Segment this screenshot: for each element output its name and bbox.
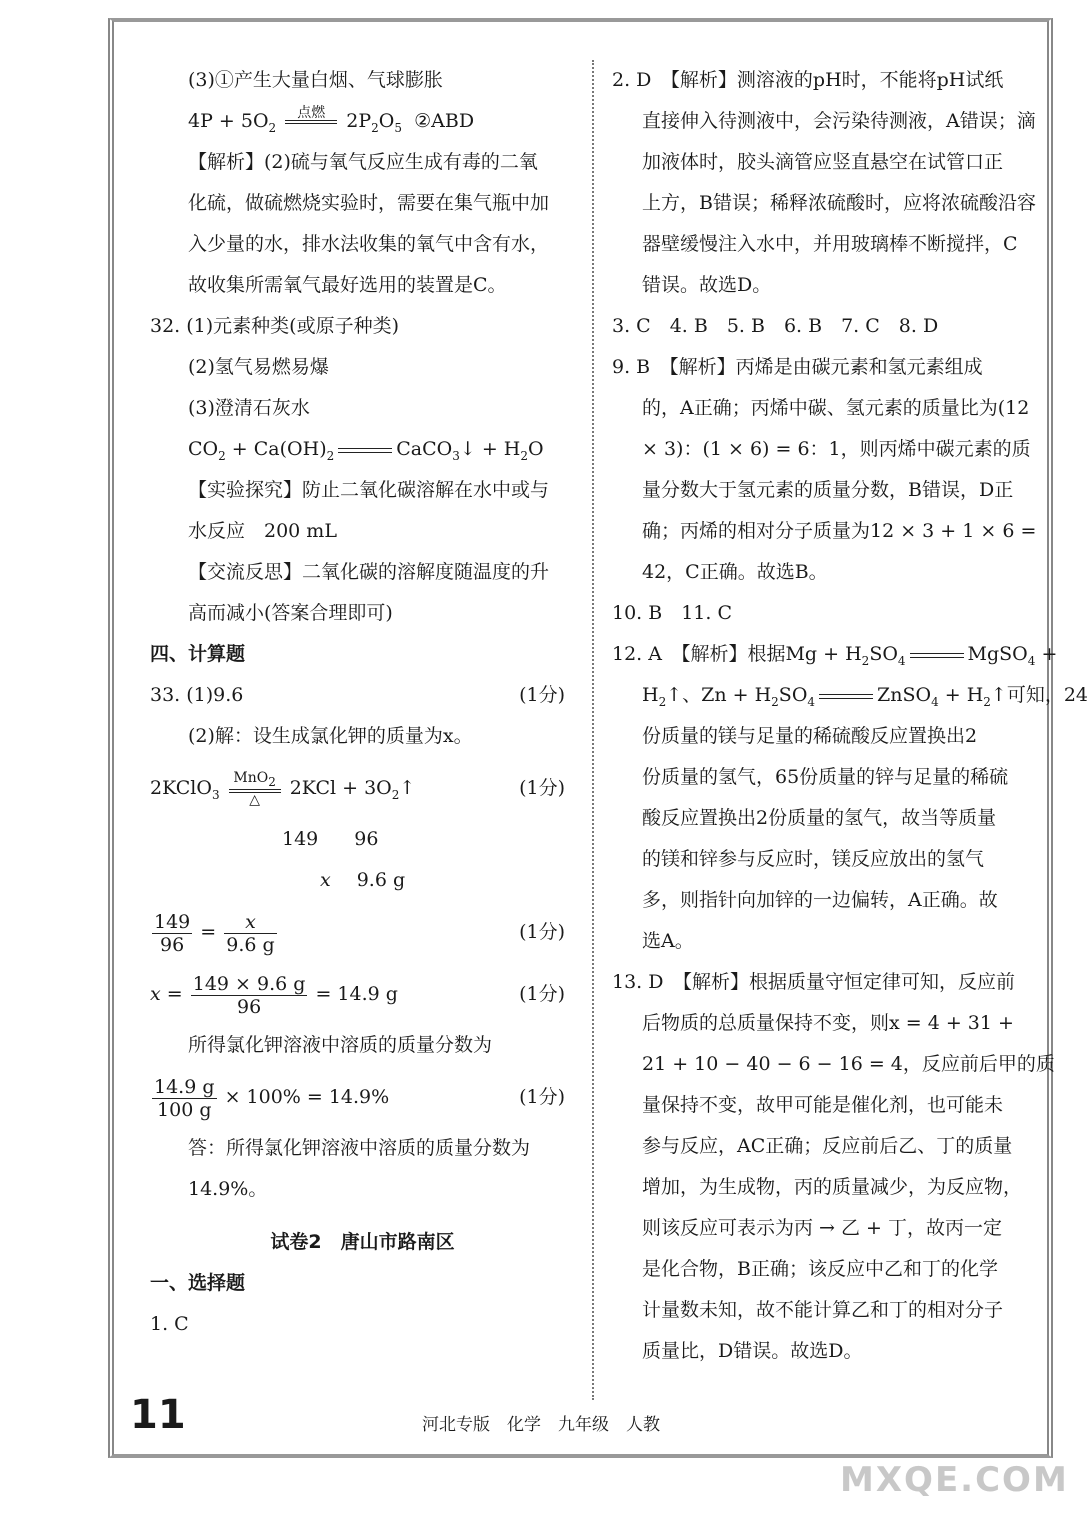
paper-title: 试卷2 唐山市路南区 [270, 1231, 455, 1253]
analysis-line: 质量比，D错误。故选D。 [642, 1340, 863, 1362]
final-answer: 14.9%。 [188, 1178, 268, 1200]
answer-line: 1. C [150, 1313, 189, 1335]
analysis-line: 多，则指针向加锌的一边偏转，A正确。故 [642, 889, 998, 911]
proportion-equation: $\frac{149}{96}$ = $\frac{x}{9.6 g}$ (1分) [150, 901, 575, 963]
analysis-line: × 3)：(1 × 6) = 6：1，则丙烯中碳元素的质 [642, 438, 1031, 460]
analysis-line: 酸反应置换出2份质量的氢气，故当等质量 [642, 807, 997, 829]
equation-zn: $H_2↑$、$Zn + H_2SO_4$ ZnSO$_4$ + $H_2↑$可知，24 [642, 684, 1088, 709]
analysis-line: 的镁和锌参与反应时，镁反应放出的氢气 [642, 848, 985, 870]
percentage-equation: $\frac{14.9 g}{100 g}$ × 100% = 14.9% (1分) [150, 1066, 575, 1128]
solution-line: 所得氯化钾溶液中溶质的质量分数为 [188, 1034, 493, 1056]
experiment-line: 【实验探究】防止二氧化碳溶解在水中或与 [188, 479, 550, 501]
score-label: (1分) [519, 777, 565, 799]
equation-kclo3: 2KClO$_3$ MnO$_2$ △ $2KCl + 3O_2↑$ (1分) [150, 757, 575, 819]
reaction-condition: MnO$_2$ △ [229, 771, 281, 807]
analysis-line: 份质量的氢气，65份质量的锌与足量的稀硫 [642, 766, 1009, 788]
score-label: (1分) [519, 921, 565, 943]
analysis-line: 增加，为生成物，丙的质量减少，为反应物， [642, 1176, 1023, 1198]
analysis-line: 直接伸入待测液中，会污染待测液，A错误；滴 [642, 110, 1036, 132]
question-33: 33. (1)9.6 (1分) [150, 675, 575, 716]
experiment-line: 水反应 200 mL [188, 520, 337, 542]
solution-line: (2)解：设生成氯化钾的质量为x。 [188, 725, 473, 747]
analysis-line: 【解析】(2)硫与氧气反应生成有毒的二氧 [188, 151, 538, 173]
analysis-line: 器壁缓慢注入水中，并用玻璃棒不断搅拌，C [642, 233, 1018, 255]
footer-text: 河北专版 化学 九年级 人教 [422, 1415, 660, 1435]
analysis-line: 42，C正确。故选B。 [642, 561, 828, 583]
question-13: 13. D 【解析】根据质量守恒定律可知，反应前 [612, 971, 1015, 993]
analysis-line: 选A。 [642, 930, 694, 952]
left-column [150, 60, 575, 1345]
analysis-line: 量分数大于氢元素的质量分数，B错误，D正 [642, 479, 1014, 501]
analysis-line: 21 + 10 − 40 − 6 − 16 = 4，反应前后甲的质 [642, 1053, 1055, 1075]
reaction-condition: 点燃 [285, 106, 337, 138]
watermark: MXQE.COM [840, 1460, 1069, 1500]
question-9: 9. B 【解析】丙烯是由碳元素和氢元素组成 [612, 356, 983, 378]
analysis-line: 是化合物，B正确；该反应中乙和丁的化学 [642, 1258, 998, 1280]
right-column [612, 60, 1088, 1372]
question-32: 32. (1)元素种类(或原子种类) [150, 315, 399, 337]
equation-co2: $CO_2 + Ca(OH)_2$ CaCO$_3$↓ + $H_2O$ [188, 438, 544, 463]
question-2: 2. D 【解析】测溶液的pH时，不能将pH试纸 [612, 69, 1004, 91]
score-label: (1分) [519, 1086, 565, 1108]
final-answer: 答：所得氯化钾溶液中溶质的质量分数为 [188, 1137, 531, 1159]
analysis-line: 计量数未知，故不能计算乙和丁的相对分子 [642, 1299, 1004, 1321]
reflection-line: 【交流反思】二氧化碳的溶解度随温度的升 [188, 561, 550, 583]
score-label: (1分) [519, 684, 565, 706]
answer-line: (2)氢气易燃易爆 [188, 356, 329, 378]
solve-x-equation: x = $\frac{149 \times 9.6 g}{96}$ = 14.9 g (1分) [150, 963, 575, 1025]
analysis-line: 加液体时，胶头滴管应竖直悬空在试管口正 [642, 151, 1004, 173]
answer-line: (3)澄清石灰水 [188, 397, 310, 419]
equation-phosphorus: $4P + 5O_2$ 点燃 $2P_2O_5$ ②ABD [150, 101, 575, 142]
answer-line: (3)①产生大量白烟、气球膨胀 [188, 69, 443, 91]
page-number: 11 [130, 1392, 186, 1438]
analysis-line: 后物质的总质量保持不变，则x = 4 + 31 + [642, 1012, 1014, 1034]
analysis-line: 份质量的镁与足量的稀硫酸反应置换出2 [642, 725, 978, 747]
question-12: 12. A 【解析】根据$Mg + H_2SO_4$ MgSO$_4$ + [612, 643, 1058, 668]
analysis-line: 则该反应可表示为丙 → 乙 + 丁，故丙一定 [642, 1217, 1002, 1239]
column-divider [592, 60, 594, 1400]
analysis-line: 上方，B错误；稀释浓硫酸时，应将浓硫酸沿容 [642, 192, 1036, 214]
analysis-line: 的，A正确；丙烯中碳、氢元素的质量比为(12 [642, 397, 1030, 419]
score-label: (1分) [519, 983, 565, 1005]
analysis-line: 量保持不变，故甲可能是催化剂，也可能未 [642, 1094, 1004, 1116]
answers-10-11: 10. B 11. C [612, 602, 733, 624]
mass-ratio-line: 149 96 [282, 828, 379, 850]
analysis-line: 故收集所需氧气最好选用的装置是C。 [188, 274, 507, 296]
analysis-line: 化硫，做硫燃烧实验时，需要在集气瓶中加 [188, 192, 550, 214]
analysis-line: 参与反应，AC正确；反应前后乙、丁的质量 [642, 1135, 1013, 1157]
reflection-line: 高而减小(答案合理即可) [188, 602, 393, 624]
answers-3-8: 3. C 4. B 5. B 6. B 7. C 8. D [612, 315, 939, 337]
analysis-line: 入少量的水，排水法收集的氧气中含有水， [188, 233, 550, 255]
mass-unknown-line: x 9.6 g [320, 869, 406, 891]
analysis-line: 错误。故选D。 [642, 274, 772, 296]
section-heading: 一、选择题 [150, 1272, 246, 1294]
analysis-line: 确；丙烯的相对分子质量为12 × 3 + 1 × 6 = [642, 520, 1037, 542]
section-heading: 四、计算题 [150, 643, 246, 665]
page-footer [130, 1392, 1030, 1442]
